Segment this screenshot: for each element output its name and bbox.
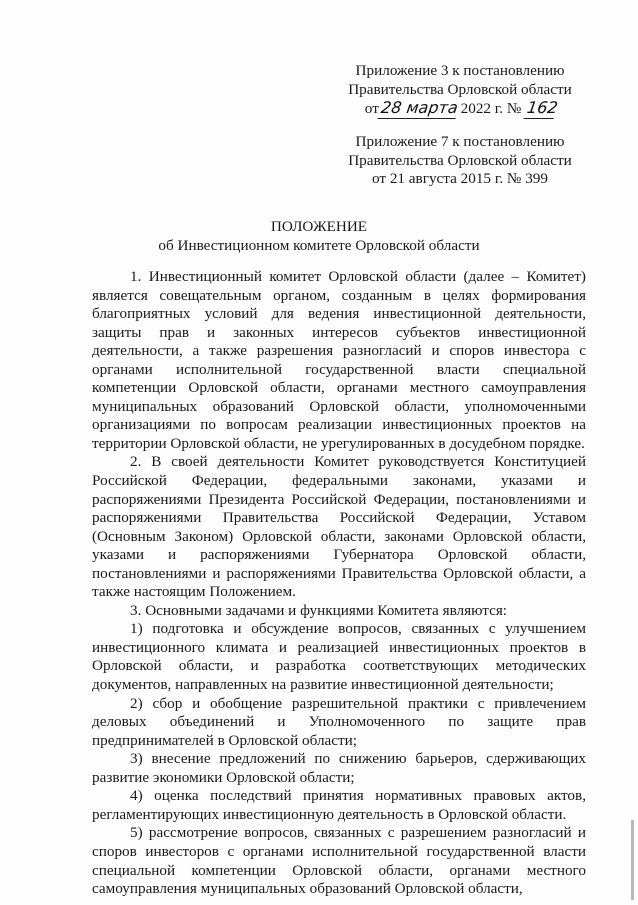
annex-current-header: [340, 62, 580, 119]
annex-current-line1: Приложение 3 к постановлению: [355, 62, 565, 79]
list-item-4: 4) оценка последствий принятия нормативных правовых актов, регламентирующих инвестиционную деятельность в Орловской области.: [92, 787, 586, 823]
annex-original-line1: Приложение 7 к постановлению: [355, 133, 565, 150]
annex-current-date-prefix: от: [364, 100, 379, 117]
list-item-3: 3) внесение предложений по снижению барьеров, сдерживающих развитие экономики Орловской области;: [92, 750, 586, 786]
paragraph-2: 2. В своей деятельности Комитет руководствуется Конституцией Российской Федерации, федеральными законами, указами и распоряжениями Президента Российской Федерации, постановлениями и распоряжениями Правительства Российской Федерации, Уставом (Основным Законом) Орловской области, законами Орловской области, указами и распоряжениями Губернатора Орловской области, постановлениями и распоряжениями Правительства Орловской области, а также настоящим Положением.: [92, 453, 586, 601]
document-title: ПОЛОЖЕНИЕ: [270, 218, 368, 235]
handwritten-date: 28 марта: [377, 99, 458, 119]
document-body: [92, 268, 586, 899]
scan-edge-shadow: [631, 820, 634, 900]
list-item-5: 5) рассмотрение вопросов, связанных с разрешением разногласий и споров инвесторов с органами исполнительной государственной власти специальной компетенции Орловской области, органами местного самоуправления муниципальных образований Орловской области,: [92, 824, 586, 898]
document-title-block: [0, 218, 638, 255]
annex-original-line3: от 21 августа 2015 г. № 399: [372, 170, 548, 187]
annex-original-header: [340, 133, 580, 189]
document-subtitle: об Инвестиционном комитете Орловской области: [158, 236, 480, 254]
annex-current-date-line: [340, 99, 580, 119]
list-item-1: 1) подготовка и обсуждение вопросов, связанных с улучшением инвестиционного климата и реализацией инвестиционных проектов в Орловской области, и разработка соответствующих методических документов, направленных на развитие инвестиционной деятельности;: [92, 620, 586, 694]
handwritten-number: 162: [524, 99, 557, 119]
paragraph-3: 3. Основными задачами и функциями Комитета являются:: [130, 601, 508, 619]
annex-current-year: 2022 г. №: [460, 100, 522, 117]
annex-original-line2: Правительства Орловской области: [348, 151, 572, 169]
paragraph-1: 1. Инвестиционный комитет Орловской области (далее – Комитет) является совещательным органом, созданным в целях формирования благоприятных условий для ведения инвестиционной деятельности, защиты прав и законных интересов субъектов инвестиционной деятельности, а также разрешения разногласий и споров инвестора с органами исполнительной государственной власти специальной компетенции Орловской области, органами местного самоуправления муниципальных образований Орловской области, уполномоченными организациями по вопросам реализации инвестиционных проектов на территории Орловской области, не урегулированных в досудебном порядке.: [92, 268, 586, 452]
list-item-2: 2) сбор и обобщение разрешительной практики с привлечением деловых объединений и Уполномоченного по защите прав предпринимателей в Орловской области;: [92, 694, 586, 749]
annex-current-line2: Правительства Орловской области: [348, 80, 572, 98]
